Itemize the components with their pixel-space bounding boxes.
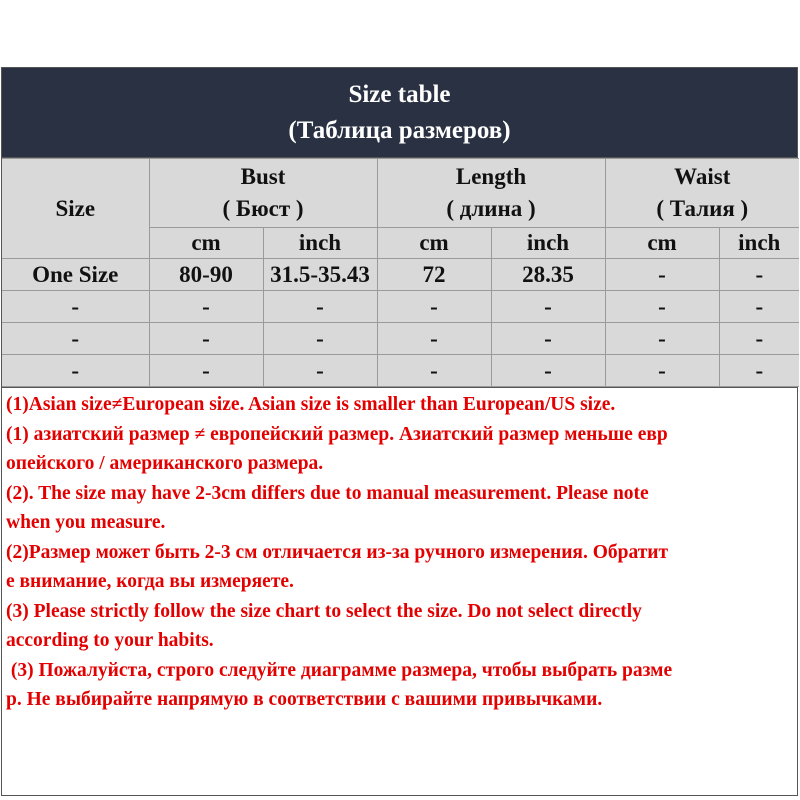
header-title: Size table	[348, 80, 451, 108]
table-cell: -	[2, 323, 149, 355]
table-cell: -	[719, 291, 799, 323]
table-group-header-row	[2, 159, 799, 228]
note-line: (2). The size may have 2-3cm differs due to manual measurement. Please note	[6, 482, 649, 504]
unit-header: inch	[263, 228, 377, 259]
length-group-header	[377, 159, 605, 228]
note-line: (2)Размер может быть 2-3 см отличается из-за ручного измерения. Обратит	[6, 541, 669, 563]
size-chart	[1, 67, 798, 796]
table-cell: -	[719, 323, 799, 355]
table-cell: -	[719, 259, 799, 291]
table-cell: 28.35	[491, 259, 605, 291]
unit-header: inch	[719, 228, 799, 259]
table-row	[2, 259, 799, 291]
table-cell: -	[149, 291, 263, 323]
unit-header: inch	[491, 228, 605, 259]
table-cell: 80-90	[149, 259, 263, 291]
header-subtitle: (Таблица размеров)	[288, 116, 511, 144]
table-cell: -	[263, 355, 377, 387]
table-cell: -	[2, 291, 149, 323]
size-column-header: Size	[2, 159, 149, 259]
table-cell: -	[149, 323, 263, 355]
table-row	[2, 355, 799, 387]
table-cell: -	[491, 323, 605, 355]
table-cell: -	[377, 355, 491, 387]
table-row	[2, 291, 799, 323]
waist-group-header	[605, 159, 799, 228]
table-cell: -	[377, 291, 491, 323]
unit-header: cm	[605, 228, 719, 259]
note-line: when you measure.	[6, 512, 166, 533]
waist-translation: ( Талия )	[656, 196, 749, 221]
note-line: (3) Please strictly follow the size chart to select the size. Do not select directly	[6, 600, 642, 622]
size-notes	[2, 387, 797, 715]
length-label: Length	[455, 164, 527, 189]
table-cell: -	[149, 355, 263, 387]
note-line: (3) Пожалуйста, строго следуйте диаграмме размера, чтобы выбрать разме	[6, 659, 673, 681]
note-line: е внимание, когда вы измеряете.	[6, 571, 294, 592]
note-line: (1) азиатский размер ≠ европейский размер. Азиатский размер меньше евр	[6, 423, 668, 445]
note-line: р. Не выбирайте напрямую в соответствии с вашими привычками.	[6, 689, 603, 710]
table-cell: 72	[377, 259, 491, 291]
bust-label: Bust	[240, 164, 286, 189]
unit-header: cm	[149, 228, 263, 259]
table-cell: -	[263, 323, 377, 355]
table-cell: -	[605, 323, 719, 355]
table-cell: -	[377, 323, 491, 355]
table-row	[2, 323, 799, 355]
waist-label: Waist	[674, 164, 731, 189]
note-line: (1)Asian size≠European size. Asian size is smaller than European/US size.	[6, 394, 616, 415]
bust-translation: ( Бюст )	[222, 196, 304, 221]
size-table	[2, 158, 799, 387]
table-cell: 31.5-35.43	[263, 259, 377, 291]
table-cell: -	[263, 291, 377, 323]
bust-group-header	[149, 159, 377, 228]
table-cell: -	[2, 355, 149, 387]
table-cell: One Size	[2, 259, 149, 291]
table-cell: -	[605, 291, 719, 323]
note-line: according to your habits.	[6, 630, 214, 651]
table-cell: -	[719, 355, 799, 387]
unit-header: cm	[377, 228, 491, 259]
table-cell: -	[491, 291, 605, 323]
table-cell: -	[491, 355, 605, 387]
note-line: опейского / американского размера.	[6, 453, 324, 474]
size-chart-header	[2, 68, 797, 158]
table-cell: -	[605, 259, 719, 291]
table-cell: -	[605, 355, 719, 387]
length-translation: ( длина )	[446, 196, 536, 221]
